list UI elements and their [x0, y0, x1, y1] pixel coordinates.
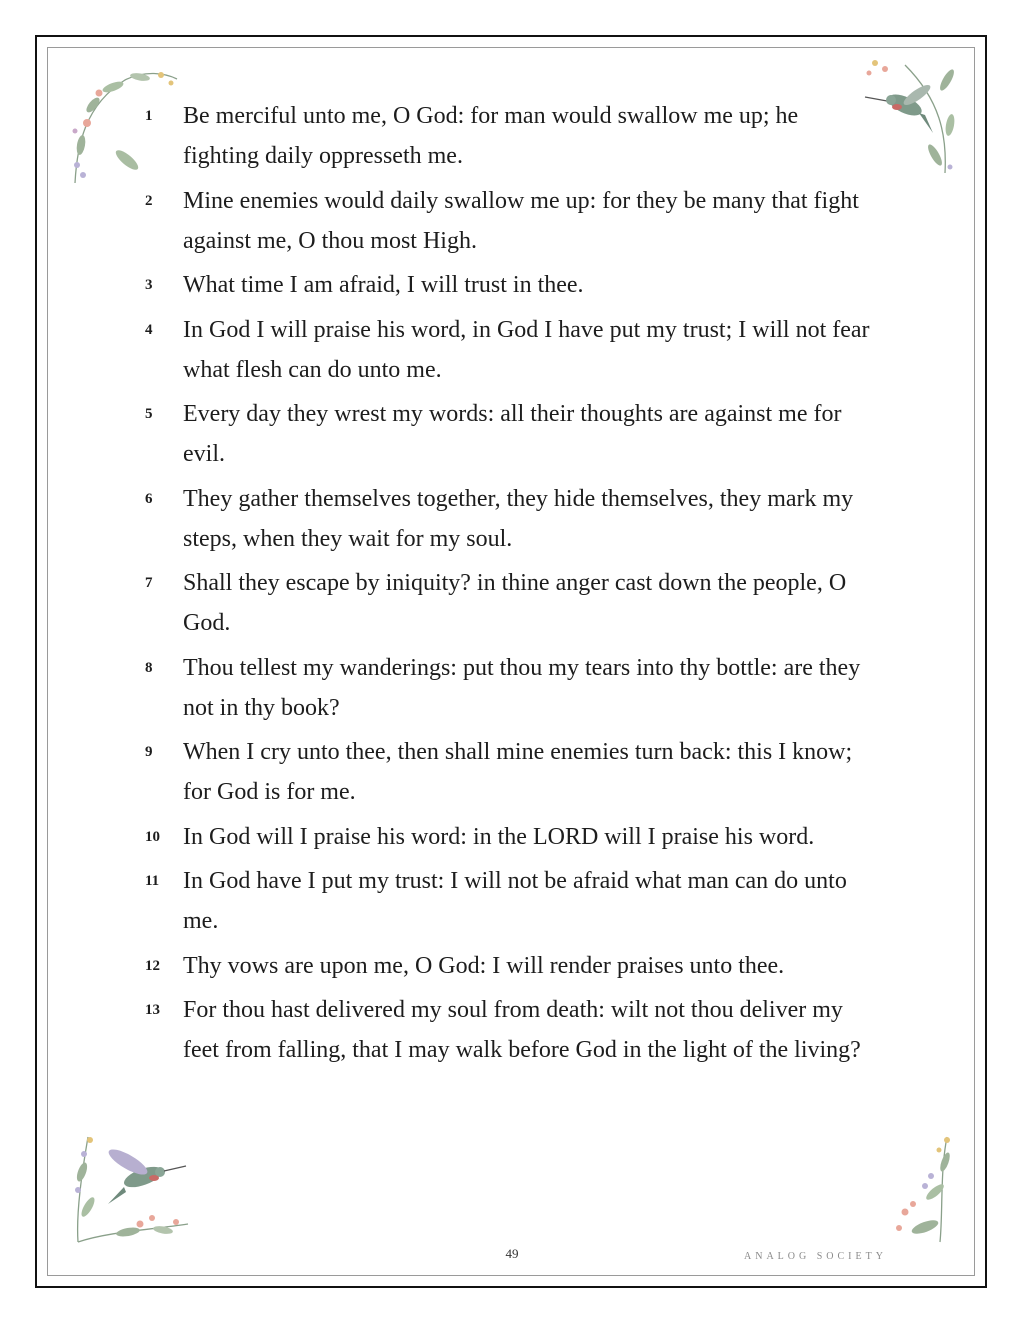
- verse-number: 7: [145, 575, 153, 591]
- verse: [145, 648, 880, 728]
- verse-text: In God will I praise his word: in the LORD will I praise his word.: [183, 823, 815, 850]
- verse: [145, 310, 880, 390]
- verse: [145, 394, 880, 474]
- verse: [145, 861, 880, 941]
- verse-number: 13: [145, 1002, 160, 1018]
- verse-number: 11: [145, 873, 160, 889]
- verse-text: Be merciful unto me, O God: for man would swallow me up; he fighting daily oppresseth me.: [183, 103, 799, 169]
- verse-list: [145, 96, 880, 1075]
- verse-number: 6: [145, 490, 153, 507]
- hummingbird-corner-bottom-left: [68, 1132, 203, 1247]
- verse-number: 3: [145, 277, 153, 293]
- verse-text: In God have I put my trust: I will not be afraid what man can do unto me.: [183, 868, 847, 934]
- verse-number: 4: [145, 321, 153, 338]
- verse: [145, 732, 880, 812]
- verse: [145, 265, 880, 305]
- brand-label: ANALOG SOCIETY: [744, 1251, 887, 1262]
- verse-text: Every day they wrest my words: all their thoughts are against me for evil.: [183, 401, 842, 467]
- verse-number: 9: [145, 744, 153, 760]
- verse: [145, 946, 880, 986]
- verse-text: Shall they escape by iniquity? in thine anger cast down the people, O God.: [183, 570, 847, 636]
- verse-number: 2: [145, 192, 153, 209]
- verse-number: 10: [145, 828, 160, 845]
- floral-corner-bottom-right: [885, 1132, 960, 1247]
- verse-text: Mine enemies would daily swallow me up: for they be many that fight against me, O thou most High.: [183, 187, 859, 254]
- verse: [145, 990, 880, 1070]
- verse-text: In God I will praise his word, in God I have put my trust; I will not fear what flesh can do unto me.: [183, 316, 870, 383]
- verse: [145, 181, 880, 261]
- verse-text: When I cry unto thee, then shall mine enemies turn back: this I know; for God is for me.: [183, 739, 853, 805]
- verse-text: What time I am afraid, I will trust in thee.: [183, 272, 584, 298]
- verse-number: 12: [145, 957, 160, 974]
- page-number: 49: [505, 1246, 519, 1261]
- verse: [145, 479, 880, 559]
- verse: [145, 817, 880, 857]
- verse: [145, 96, 880, 176]
- verse: [145, 563, 880, 643]
- verse-number: 1: [145, 108, 153, 124]
- verse-text: They gather themselves together, they hide themselves, they mark my steps, when they wait for my soul.: [183, 485, 854, 552]
- verse-text: For thou hast delivered my soul from death: wilt not thou deliver my feet from falling, that I may walk before God in the light of the living?: [183, 997, 861, 1063]
- verse-number: 5: [145, 406, 153, 422]
- verse-number: 8: [145, 659, 153, 676]
- verse-text: Thy vows are upon me, O God: I will render praises unto thee.: [183, 952, 785, 979]
- verse-text: Thou tellest my wanderings: put thou my tears into thy bottle: are they not in thy book?: [183, 654, 861, 721]
